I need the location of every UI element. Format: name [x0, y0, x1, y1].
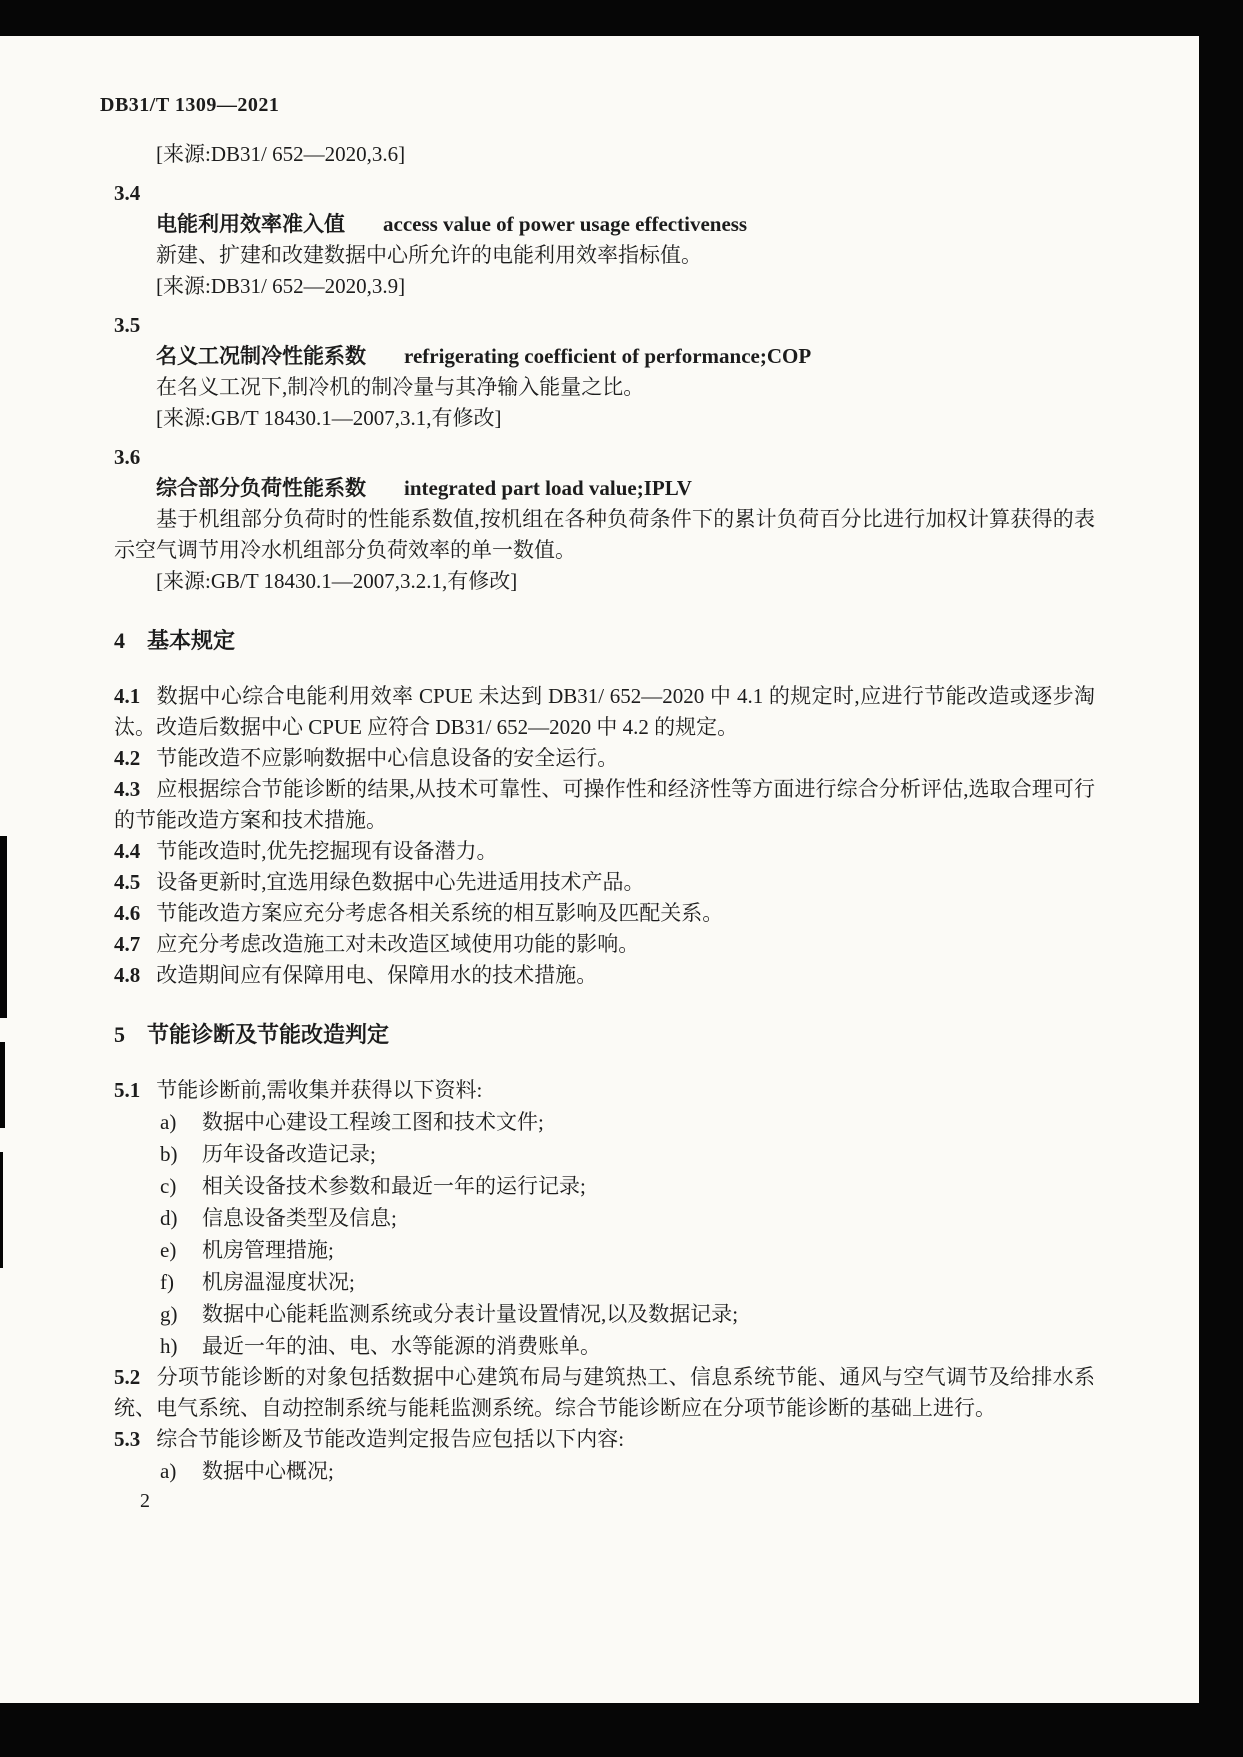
clause-text: 节能改造不应影响数据中心信息设备的安全运行。: [156, 746, 619, 770]
list-item-text: 机房管理措施;: [202, 1238, 334, 1262]
document-code: DB31/T 1309—2021: [100, 94, 280, 116]
term-number: 3.4: [114, 181, 141, 205]
clause-paragraph: [114, 867, 1095, 898]
source-reference: [来源:DB31/ 652—2020,3.6]: [156, 142, 406, 166]
heading-number: 5: [114, 1022, 125, 1047]
clause-paragraph: [114, 1424, 1095, 1455]
list-item-marker: d): [160, 1206, 178, 1230]
clause-text: 改造期间应有保障用电、保障用水的技术措施。: [156, 963, 598, 987]
list-item-marker: c): [160, 1174, 177, 1198]
clause-number: 4.1: [114, 684, 141, 708]
clause-paragraph: [114, 929, 1095, 960]
clause-number: 5.1: [114, 1078, 141, 1102]
clause-number: 4.2: [114, 746, 141, 770]
document-page: [0, 36, 1199, 1703]
clause-text: 应充分考虑改造施工对未改造区域使用功能的影响。: [156, 932, 640, 956]
scan-artifact-left-1: [0, 836, 7, 1018]
term-definition: 新建、扩建和改建数据中心所允许的电能利用效率指标值。: [156, 243, 702, 267]
list-item-text: 历年设备改造记录;: [202, 1142, 376, 1166]
clause-number: 5.3: [114, 1427, 141, 1451]
term-definition: 基于机组部分负荷时的性能系数值,按机组在各种负荷条件下的累计负荷百分比进行加权计算获得的表示空气调节用冷水机组部分负荷效率的单一数值。: [114, 507, 1095, 562]
list-item-text: 机房温湿度状况;: [202, 1270, 355, 1294]
section-heading: [114, 625, 1095, 656]
list-item: [114, 1234, 1095, 1266]
clause-text: 分项节能诊断的对象包括数据中心建筑布局与建筑热工、信息系统节能、通风与空气调节及给排水系统、电气系统、自动控制系统与能耗监测系统。综合节能诊断应在分项节能诊断的基础上进行。: [114, 1365, 1095, 1420]
clause-text: 节能改造方案应充分考虑各相关系统的相互影响及匹配关系。: [156, 901, 724, 925]
heading-text: 基本规定: [147, 628, 236, 653]
list-item-marker: g): [160, 1302, 178, 1326]
clause-text: 数据中心综合电能利用效率 CPUE 未达到 DB31/ 652—2020 中 4.1 的规定时,应进行节能改造或逐步淘汰。改造后数据中心 CPUE 应符合 DB31/ 652—2020 中 4.2 的规定。: [114, 684, 1095, 739]
clause-text: 应根据综合节能诊断的结果,从技术可靠性、可操作性和经济性等方面进行综合分析评估,选取合理可行的节能改造方案和技术措施。: [114, 777, 1095, 832]
clause-number: 4.7: [114, 932, 141, 956]
clause-number: 4.4: [114, 839, 141, 863]
list-item: [114, 1298, 1095, 1330]
list-item: [114, 1455, 1095, 1487]
document-body: [114, 139, 1095, 1487]
list-item: [114, 1170, 1095, 1202]
clause-paragraph: [114, 743, 1095, 774]
term-title-en: integrated part load value;IPLV: [404, 476, 692, 500]
clause-number: 4.8: [114, 963, 141, 987]
list-item-marker: a): [160, 1110, 177, 1134]
list-item-text: 信息设备类型及信息;: [202, 1206, 397, 1230]
list-item-text: 最近一年的油、电、水等能源的消费账单。: [202, 1334, 601, 1358]
heading-text: 节能诊断及节能改造判定: [147, 1022, 390, 1047]
term-title-en: refrigerating coefficient of performance;COP: [404, 344, 812, 368]
clause-paragraph: [114, 774, 1095, 836]
list-item-text: 数据中心建设工程竣工图和技术文件;: [202, 1110, 544, 1134]
list-item-marker: a): [160, 1459, 177, 1483]
list-item-text: 数据中心概况;: [202, 1459, 334, 1483]
clause-text: 设备更新时,宜选用绿色数据中心先进适用技术产品。: [156, 870, 645, 894]
list-item: [114, 1202, 1095, 1234]
source-reference: [来源:GB/T 18430.1—2007,3.1,有修改]: [156, 406, 502, 430]
clause-paragraph: [114, 836, 1095, 867]
list-item-marker: f): [160, 1270, 174, 1294]
term-definition: 在名义工况下,制冷机的制冷量与其净输入能量之比。: [156, 375, 645, 399]
clause-paragraph: [114, 960, 1095, 991]
list-item-text: 相关设备技术参数和最近一年的运行记录;: [202, 1174, 586, 1198]
list-item: [114, 1330, 1095, 1362]
term-title-en: access value of power usage effectiveness: [383, 212, 748, 236]
clause-text: 节能改造时,优先挖掘现有设备潜力。: [156, 839, 498, 863]
clause-number: 4.5: [114, 870, 141, 894]
term-title-zh: 名义工况制冷性能系数: [156, 344, 366, 368]
clause-number: 4.3: [114, 777, 141, 801]
clause-paragraph: [114, 898, 1095, 929]
term-number: 3.6: [114, 445, 141, 469]
term-title: [114, 473, 1095, 504]
source-reference: [来源:GB/T 18430.1—2007,3.2.1,有修改]: [156, 569, 518, 593]
list-item-text: 数据中心能耗监测系统或分表计量设置情况,以及数据记录;: [202, 1302, 739, 1326]
list-item-marker: h): [160, 1334, 178, 1358]
clause-number: 4.6: [114, 901, 141, 925]
list-item-marker: e): [160, 1238, 177, 1262]
list-item-marker: b): [160, 1142, 178, 1166]
term-number: 3.5: [114, 313, 141, 337]
term-title: [114, 341, 1095, 372]
list-item: [114, 1266, 1095, 1298]
list-item: [114, 1106, 1095, 1138]
page-number: 2: [140, 1490, 150, 1512]
clause-paragraph: [114, 1075, 1095, 1106]
term-title: [114, 209, 1095, 240]
section-heading: [114, 1019, 1095, 1050]
clause-paragraph: [114, 1362, 1095, 1424]
clause-number: 5.2: [114, 1365, 141, 1389]
heading-number: 4: [114, 628, 125, 653]
term-title-zh: 电能利用效率准入值: [156, 212, 345, 236]
source-reference: [来源:DB31/ 652—2020,3.9]: [156, 274, 406, 298]
term-title-zh: 综合部分负荷性能系数: [156, 476, 366, 500]
list-item: [114, 1138, 1095, 1170]
clause-text: 节能诊断前,需收集并获得以下资料:: [156, 1078, 483, 1102]
scan-artifact-left-2: [0, 1042, 5, 1128]
clause-paragraph: [114, 681, 1095, 743]
clause-text: 综合节能诊断及节能改造判定报告应包括以下内容:: [156, 1427, 625, 1451]
scan-artifact-left-3: [0, 1152, 3, 1268]
